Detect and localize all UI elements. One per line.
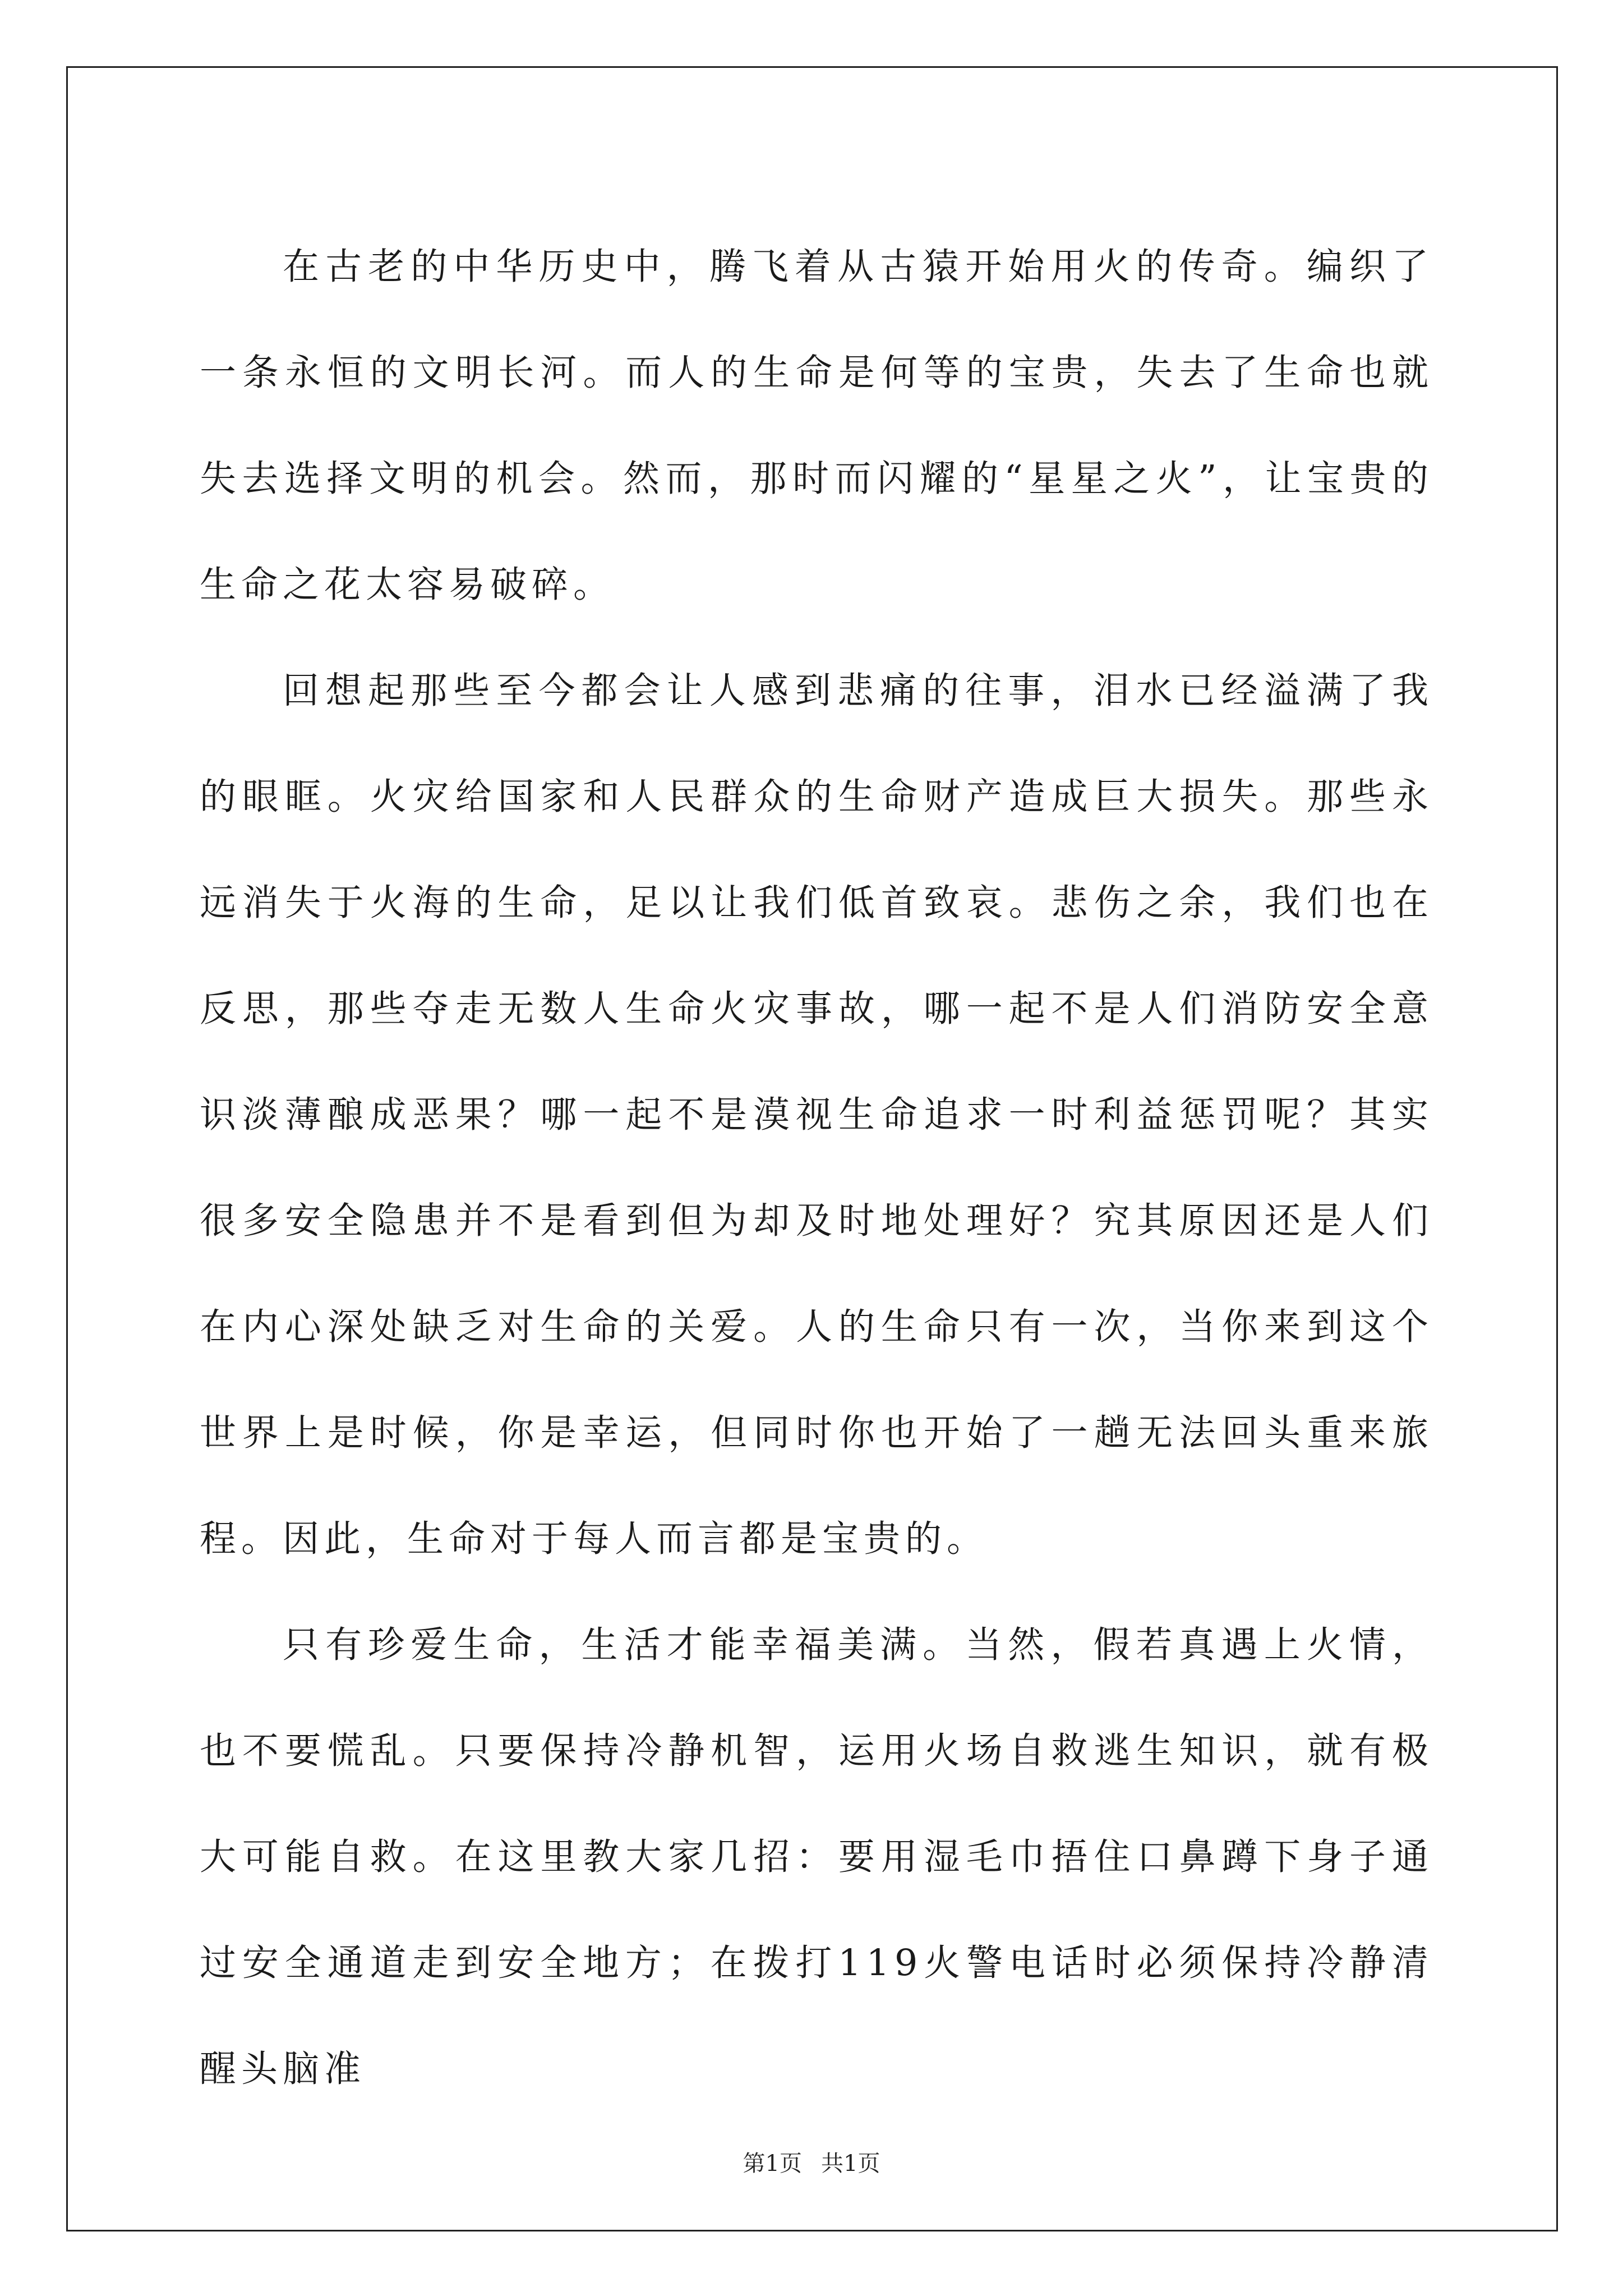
paragraph-3: 只有珍爱生命，生活才能幸福美满。当然，假若真遇上火情，也不要慌乱。只要保持冷静机智，运用火场自救逃生知识，就有极大可能自救。在这里教大家几招：要用湿毛巾捂住口鼻蹲下身子通过安全通道走到安全地方；在拨打119火警电话时必须保持冷静清醒头脑准 (200, 1624, 1433, 2090)
document-body (200, 214, 1433, 2122)
current-page-label: 第1页 (743, 2151, 802, 2177)
paragraph-2: 回想起那些至今都会让人感到悲痛的往事，泪水已经溢满了我的眼眶。火灾给国家和人民群众的生命财产造成巨大损失。那些永远消失于火海的生命，足以让我们低首致哀。悲伤之余，我们也在反思，那些夺走无数人生命火灾事故，哪一起不是人们消防安全意识淡薄酿成恶果？哪一起不是漠视生命追求一时利益惩罚呢？其实很多安全隐患并不是看到但为却及时地处理好？究其原因还是人们在内心深处缺乏对生命的关爱。人的生命只有一次，当你来到这个世界上是时候，你是幸运，但同时你也开始了一趟无法回头重来旅程。因此，生命对于每人而言都是宝贵的。 (200, 670, 1433, 1560)
page-footer (0, 2150, 1623, 2178)
total-pages-label: 共1页 (821, 2151, 880, 2177)
paragraph-1: 在古老的中华历史中，腾飞着从古猿开始用火的传奇。编织了一条永恒的文明长河。而人的生命是何等的宝贵，失去了生命也就失去选择文明的机会。然而，那时而闪耀的“星星之火”，让宝贵的生命之花太容易破碎。 (200, 246, 1433, 606)
